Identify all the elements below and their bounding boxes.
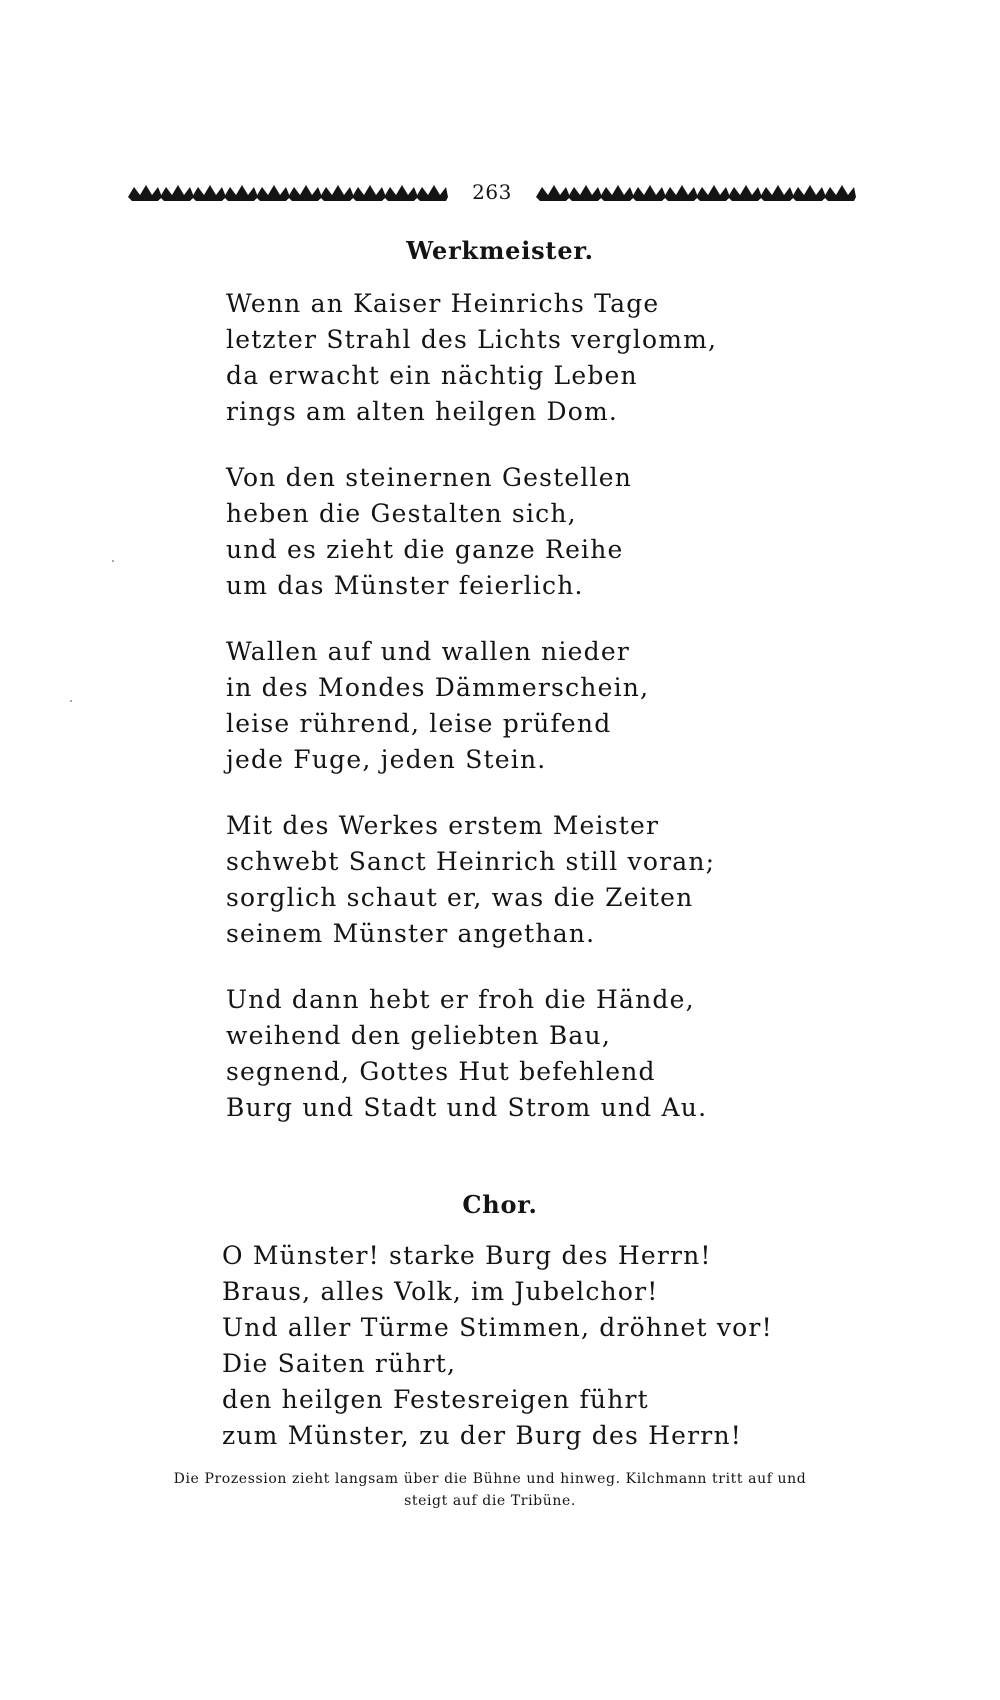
verse-line: und es zieht die ganze Reihe	[226, 535, 624, 564]
stanza-2	[226, 460, 632, 604]
verse-line: leise rührend, leise prüfend	[226, 709, 612, 738]
verse-line: seinem Münster angethan.	[226, 919, 596, 948]
stanza-5	[226, 982, 707, 1126]
verse-line: Von den steinernen Gestellen	[226, 463, 633, 492]
verse-line: Mit des Werkes erstem Meister	[226, 811, 660, 840]
stanza-4	[226, 808, 715, 952]
stanza-1	[226, 286, 717, 430]
page-number: 263	[472, 180, 512, 204]
verse-line: Wallen auf und wallen nieder	[226, 637, 630, 666]
verse-line: weihend den geliebten Bau,	[226, 1021, 611, 1050]
fleuron-border-right-icon	[536, 181, 856, 203]
verse-line: Braus, alles Volk, im Jubelchor!	[222, 1277, 659, 1306]
scan-speck	[112, 560, 114, 562]
verse-line: Burg und Stadt und Strom und Au.	[226, 1093, 708, 1122]
fleuron-border-left-icon	[128, 181, 448, 203]
verse-line: in des Mondes Dämmerschein,	[226, 673, 650, 702]
speaker-heading-chor: Chor.	[462, 1190, 538, 1219]
verse-line: schwebt Sanct Heinrich still voran;	[226, 847, 716, 876]
verse-line: Und aller Türme Stimmen, dröhnet vor!	[222, 1313, 773, 1342]
verse-line: da erwacht ein nächtig Leben	[226, 361, 638, 390]
verse-line: letzter Strahl des Lichts verglomm,	[226, 325, 718, 354]
verse-line: sorglich schaut er, was die Zeiten	[226, 883, 694, 912]
verse-line: den heilgen Festesreigen führt	[222, 1385, 649, 1414]
verse-line: heben die Gestalten sich,	[226, 499, 577, 528]
scan-speck	[70, 700, 72, 702]
stage-direction-line: Die Prozession zieht langsam über die Bühne und hinweg. Kilchmann tritt auf und	[173, 1471, 807, 1487]
verse-line: Wenn an Kaiser Heinrichs Tage	[226, 289, 660, 318]
running-header	[128, 178, 856, 206]
stage-direction	[120, 1468, 860, 1512]
verse-line: jede Fuge, jeden Stein.	[226, 745, 547, 774]
chor-stanza	[222, 1238, 773, 1454]
verse-line: Die Saiten rührt,	[222, 1349, 457, 1378]
speaker-heading-werkmeister: Werkmeister.	[406, 236, 594, 265]
verse-line: Und dann hebt er froh die Hände,	[226, 985, 695, 1014]
verse-line: segnend, Gottes Hut befehlend	[226, 1057, 656, 1086]
verse-line: rings am alten heilgen Dom.	[226, 397, 619, 426]
verse-line: um das Münster feierlich.	[226, 571, 584, 600]
stage-direction-line: steigt auf die Tribüne.	[404, 1493, 576, 1509]
verse-line: zum Münster, zu der Burg des Herrn!	[222, 1421, 743, 1450]
stanza-3	[226, 634, 649, 778]
verse-line: O Münster! starke Burg des Herrn!	[222, 1241, 712, 1270]
